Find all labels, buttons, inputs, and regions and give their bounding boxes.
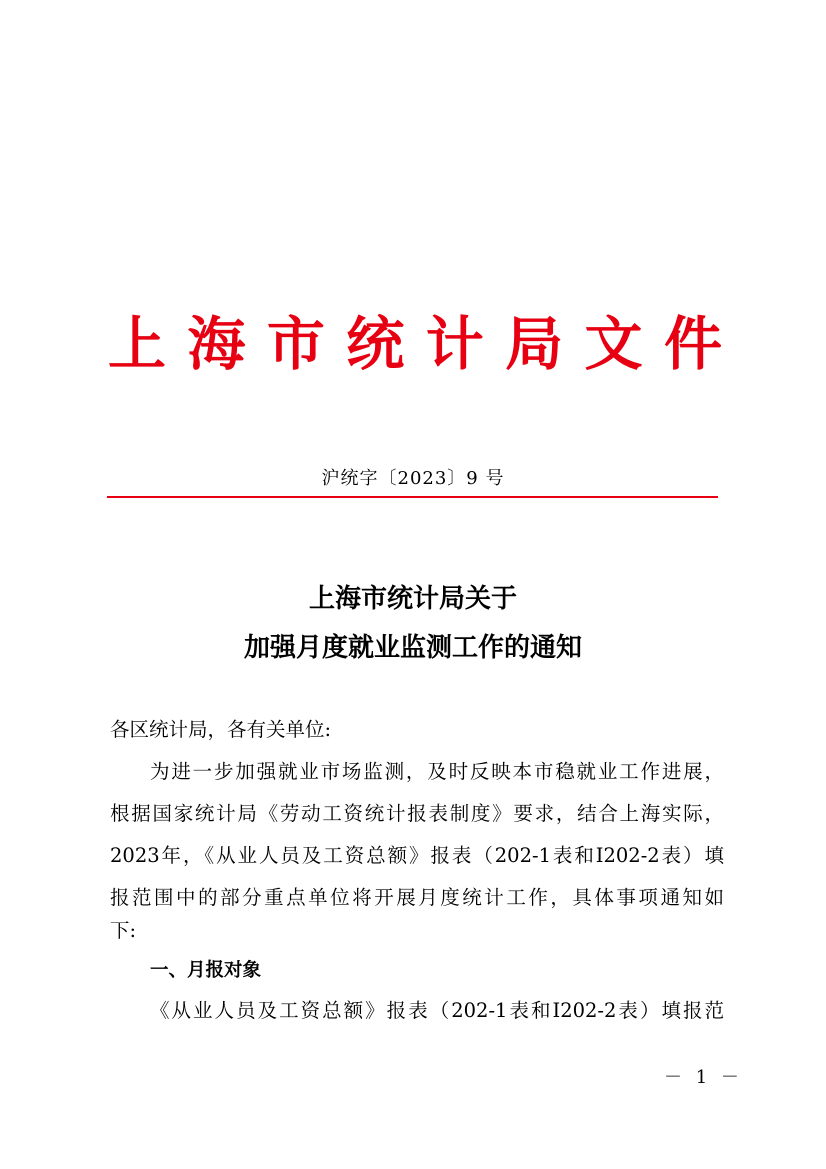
section-heading: 一、月报对象: [150, 960, 262, 981]
header-title-char: 统: [346, 310, 405, 378]
paragraph-line: 报范围中的部分重点单位将开展月度统计工作，具体事项通知如: [110, 886, 724, 909]
red-divider-line: [107, 496, 718, 498]
document-number: 沪统字〔2023〕9 号: [321, 468, 505, 489]
header-title-char: 计: [425, 310, 484, 378]
header-title-char: 文: [584, 310, 643, 378]
paragraph-line: 根据国家统计局《劳动工资统计报表制度》要求，结合上海实际，: [110, 802, 724, 825]
paragraph-line: 2023年，《从业人员及工资总额》报表（202-1表和I202-2表）填: [110, 844, 724, 867]
page-number: － 1 －: [664, 1067, 743, 1088]
paragraph-line: 下:: [110, 919, 137, 942]
paragraph-line: 为进一步加强就业市场监测，及时反映本市稳就业工作进展，: [150, 760, 724, 783]
paragraph-line: 《从业人员及工资总额》报表（202-1表和I202-2表）填报范: [150, 999, 724, 1022]
header-title-char: 上: [108, 310, 167, 378]
header-title-char: 市: [266, 310, 325, 378]
header-title-char: 局: [505, 310, 564, 378]
notice-title-line-1: 上海市统计局关于: [308, 584, 517, 614]
document-header-title: [108, 306, 722, 382]
header-title-char: 海: [187, 310, 246, 378]
salutation: 各区统计局，各有关单位:: [110, 718, 332, 741]
header-title-char: 件: [663, 310, 722, 378]
notice-title-line-2: 加强月度就业监测工作的通知: [243, 633, 582, 663]
